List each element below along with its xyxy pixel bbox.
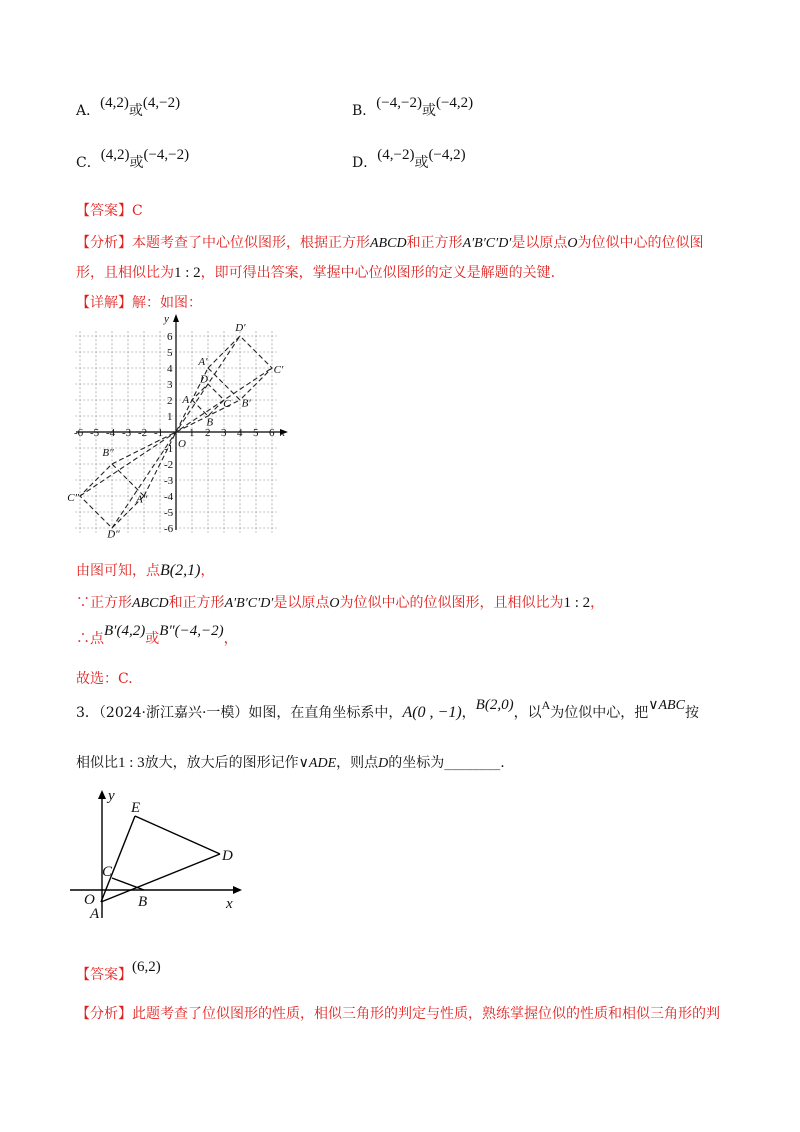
math: A′B′C′D′ [224,596,274,611]
segment-cb [112,878,144,890]
q2-detail: 【详解】解：如图： [76,295,202,311]
triangle-figure [70,788,250,928]
text: 由图可知，点 [76,563,160,579]
grid-figure [67,312,292,541]
q3-answer [76,956,161,983]
math: ABCD [370,236,407,251]
text: ， [200,563,215,579]
x-tick-label: -4 [106,427,116,439]
option-c-point-2: (−4,−2) [143,147,190,163]
option-b-point-2: (−4,2) [435,95,474,111]
label-b: B [206,416,214,429]
q2-analysis-line-2 [76,262,555,282]
option-d-label: D． [352,155,378,171]
x-tick-label: -6 [74,427,84,439]
x-tick-label: -1 [154,427,164,439]
text: 相似比 [76,755,118,771]
math: A [541,698,551,712]
option-d-point-2: (−4,2) [428,147,466,163]
y-tick-label: 1 [167,411,173,423]
y-tick-label: -6 [164,523,174,535]
label-d: D [222,848,233,864]
math: B(2,0) [475,697,514,713]
label-y: y [108,788,115,804]
math: ∨ADE [298,756,337,771]
label-x: x [226,896,233,912]
text: ， [590,595,605,611]
x-tick-label: 2 [205,427,211,439]
because-line [76,592,604,612]
label-c: C [102,864,113,880]
x-tick-label: 1 [189,427,195,439]
y-tick-label: 3 [167,379,173,391]
label-d1: D′ [235,322,246,335]
math: A′B′C′D′ [462,236,512,251]
label-o: O [178,438,186,450]
y-tick-label: -5 [164,507,174,519]
option-a-or: 或 [128,103,143,119]
text: ∴点 [76,631,104,647]
text: 3．（2024·浙江嘉兴·一模）如图，在直角坐标系中， [76,705,403,721]
option-b-or: 或 [421,103,436,119]
text: 【答案】 [76,967,132,983]
text: ，以 [513,705,542,721]
q3-line-2 [76,752,505,772]
label-b2: B″ [102,447,114,459]
y-tick-label: -2 [164,459,174,471]
text: ， [461,705,476,721]
option-c-label: C． [76,155,101,171]
y-tick-label: -1 [164,443,174,455]
text: 为位似中心的位似图形，且相似比为 [339,595,564,611]
label-c: C [223,398,231,411]
text: 的坐标为________. [388,755,505,771]
x-tick-label: -2 [138,427,148,439]
text: 【分析】本题考查了中心位似图形，根据正方形 [76,235,370,251]
text: 或 [145,631,160,647]
option-d-point-1: (4,−2) [377,147,415,163]
math: O [567,236,578,251]
label-y: y [164,313,169,325]
x-tick-label: 3 [221,427,227,439]
label-c1: C′ [273,363,284,376]
label-a: A [90,906,100,922]
option-a-label: A． [76,103,101,119]
math: B′(4,2) [104,623,146,639]
label-o: O [84,892,95,908]
text: ，则点 [336,755,379,771]
option-a-point-2: (4,−2) [142,95,181,111]
text: 形，且相似比为 [76,265,174,281]
label-d2: D″ [107,528,120,541]
text: 为位似中心的位似图 [577,235,704,251]
option-b [352,95,474,120]
option-a [76,95,181,120]
label-c2: C″ [67,491,80,504]
math: O [329,596,340,611]
x-tick-label: 6 [269,427,275,439]
text: ∵正方形 [76,595,132,611]
x-tick-label: 4 [237,427,243,439]
label-e: E [131,800,141,816]
label-d: D [200,373,208,386]
segment-ad [101,854,220,902]
text: 和正方形 [406,235,463,251]
text: ， [223,631,238,647]
y-tick-label: -4 [164,491,174,503]
option-d-or: 或 [414,155,429,171]
option-b-label: B． [352,103,377,119]
text: 和正方形 [168,595,225,611]
label-a: A [182,394,190,407]
math: B″(−4,−2) [159,623,224,639]
text: 按 [684,705,699,721]
x-tick-label: 5 [253,427,259,439]
segment-ae [101,816,135,902]
y-tick-label: 2 [167,395,173,407]
label-x: x [280,427,285,439]
y-tick-label: 5 [167,347,173,359]
q3-analysis: 【分析】此题考查了位似图形的性质，相似三角形的判定与性质，熟练掌握位似的性质和相似三角形的判 [76,1006,720,1022]
x-tick-label: -3 [122,427,132,439]
option-a-point-1: (4,2) [100,95,129,111]
math: (6,2) [132,959,161,975]
text: 是以原点 [273,595,330,611]
math: B(2,1) [160,562,201,579]
option-b-point-1: (−4,−2) [376,95,422,111]
y-tick-label: 6 [167,331,173,343]
choice-line: 故选：C. [76,671,133,687]
q3-line-1 [76,697,699,722]
y-tick-label: 4 [167,363,173,375]
option-c [76,147,190,172]
therefore-line [76,623,238,648]
y-arrow-icon [98,790,106,799]
option-c-point-1: (4,2) [100,147,130,163]
math: 1 : 2 [563,595,591,611]
label-a2: A″ [136,493,148,506]
math: ABCD [132,596,169,611]
label-b: B [138,894,148,910]
y-tick-label: -3 [164,475,174,487]
text: 是以原点 [511,235,568,251]
label-b1: B′ [241,397,251,410]
q2-analysis-line-1 [76,232,704,252]
math: D [378,756,389,771]
option-d [352,147,466,172]
x-arrow-icon [233,886,242,894]
option-c-or: 或 [129,155,144,171]
math: A(0 , −1) [402,704,462,721]
y-arrow-icon [173,314,179,322]
segment-ed [135,816,220,854]
text: ，即可得出答案，掌握中心位似图形的定义是解题的关键. [200,265,556,281]
math: ∨ABC [648,698,685,713]
q2-answer: 【答案】C [76,203,143,219]
math: 1 : 2 [174,265,201,281]
text: 为位似中心，把 [550,705,649,721]
text: 放大，放大后的图形记作 [144,755,299,771]
x-tick-label: -5 [90,427,100,439]
fig-conclusion [76,560,214,580]
math: 1 : 3 [118,755,145,771]
label-a1: A′ [198,355,208,368]
